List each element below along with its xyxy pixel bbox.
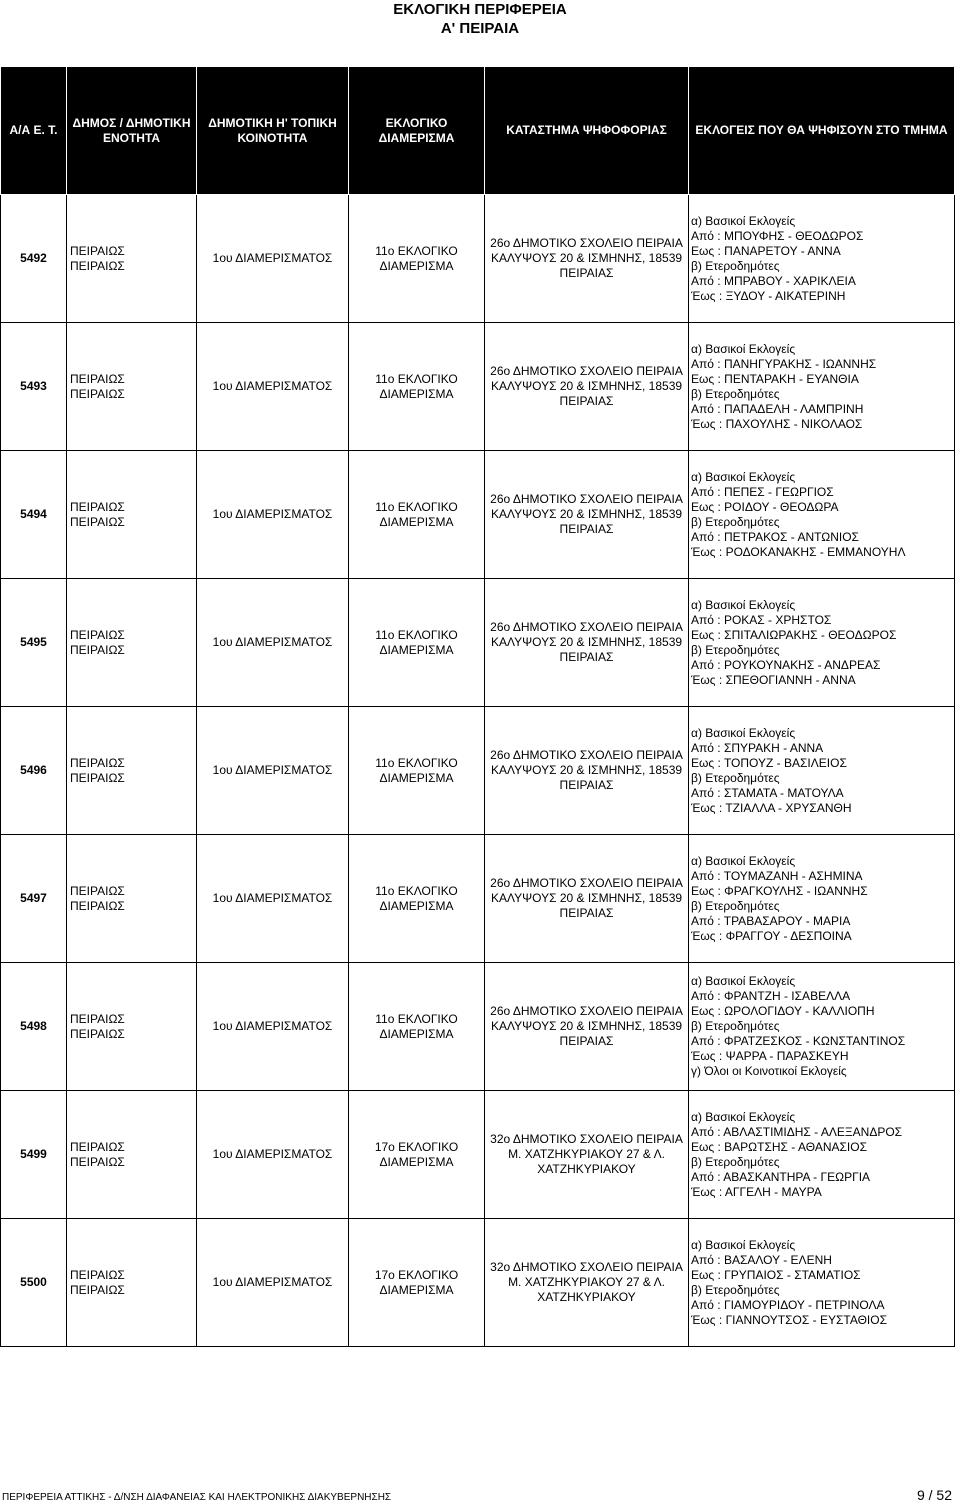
header-station: ΚΑΤΑΣΤΗΜΑ ΨΗΦΟΦΟΡΙΑΣ bbox=[485, 67, 689, 195]
voter-range-line: Από : ΦΡΑΝΤΖΗ - ΙΣΑΒΕΛΛΑ bbox=[691, 989, 851, 1003]
municipal-unit: ΠΕΙΡΑΙΩΣ bbox=[70, 514, 125, 529]
district-line-1: 11ο ΕΚΛΟΓΙΚΟ bbox=[375, 371, 458, 386]
station-address: ΚΑΛΥΨΟΥΣ 20 & ΙΣΜΗΝΗΣ, 18539 bbox=[490, 635, 683, 649]
municipal-unit: ΠΕΙΡΑΙΩΣ bbox=[70, 386, 125, 401]
title-line-1: ΕΚΛΟΓΙΚΗ ΠΕΡΙΦΕΡΕΙΑ bbox=[393, 1, 567, 18]
municipality-cell bbox=[67, 707, 197, 835]
station-city: ΠΕΙΡΑΙΑΣ bbox=[559, 778, 614, 792]
polling-station-cell bbox=[485, 1219, 689, 1347]
voter-range-line: Από : ΤΡΑΒΑΣΑΡΟΥ - ΜΑΡΙΑ bbox=[691, 913, 851, 928]
station-name: 26ο ΔΗΜΟΤΙΚΟ ΣΧΟΛΕΙΟ ΠΕΙΡΑΙΑ bbox=[490, 876, 683, 890]
row-number: 5495 bbox=[1, 579, 67, 707]
table-row bbox=[1, 1091, 955, 1219]
district-cell bbox=[349, 1091, 485, 1219]
voter-range-line: Εως : ΠΕΝΤΑΡΑΚΗ - ΕΥΑΝΘΙΑ bbox=[691, 371, 859, 386]
district-cell bbox=[349, 323, 485, 451]
district-line-2: ΔΙΑΜΕΡΙΣΜΑ bbox=[379, 770, 454, 785]
voter-range-line: Από : ΜΠΡΑΒΟΥ - ΧΑΡΙΚΛΕΙΑ bbox=[691, 273, 856, 288]
table-row bbox=[1, 195, 955, 323]
voter-range-line: Έως : ΦΡΑΓΓΟΥ - ΔΕΣΠΟΙΝΑ bbox=[691, 928, 852, 943]
municipality: ΠΕΙΡΑΙΩΣ bbox=[70, 1011, 125, 1026]
municipal-unit: ΠΕΙΡΑΙΩΣ bbox=[70, 258, 125, 273]
voter-range-line: Από : ΠΕΤΡΑΚΟΣ - ΑΝΤΩΝΙΟΣ bbox=[691, 529, 859, 544]
municipal-unit: ΠΕΙΡΑΙΩΣ bbox=[70, 642, 125, 657]
voters-cell bbox=[689, 451, 955, 579]
municipality: ΠΕΙΡΑΙΩΣ bbox=[70, 371, 125, 386]
municipality-cell bbox=[67, 195, 197, 323]
station-address: ΚΑΛΥΨΟΥΣ 20 & ΙΣΜΗΝΗΣ, 18539 bbox=[490, 507, 683, 521]
local-community-cell bbox=[197, 707, 349, 835]
station-city: ΧΑΤΖΗΚΥΡΙΑΚΟΥ bbox=[537, 1290, 636, 1304]
voter-range-line: Έως : ΤΖΙΑΛΛΑ - ΧΡΥΣΑΝΘΗ bbox=[691, 800, 852, 815]
voters-cell bbox=[689, 835, 955, 963]
station-city: ΠΕΙΡΑΙΑΣ bbox=[559, 1034, 614, 1048]
municipality-cell bbox=[67, 451, 197, 579]
local-community: 1ου ΔΙΑΜΕΡΙΣΜΑΤΟΣ bbox=[212, 1275, 333, 1289]
polling-station-cell bbox=[485, 707, 689, 835]
district-line-2: ΔΙΑΜΕΡΙΣΜΑ bbox=[379, 514, 454, 529]
table-row bbox=[1, 451, 955, 579]
municipal-unit: ΠΕΙΡΑΙΩΣ bbox=[70, 898, 125, 913]
voters-cell bbox=[689, 707, 955, 835]
station-city: ΠΕΙΡΑΙΑΣ bbox=[559, 906, 614, 920]
voter-range-line: Από : ΜΠΟΥΦΗΣ - ΘΕΟΔΩΡΟΣ bbox=[691, 228, 864, 243]
voter-range-line: Εως : ΒΑΡΩΤΣΗΣ - ΑΘΑΝΑΣΙΟΣ bbox=[691, 1139, 868, 1154]
local-community-cell bbox=[197, 195, 349, 323]
local-community: 1ου ΔΙΑΜΕΡΙΣΜΑΤΟΣ bbox=[212, 251, 333, 265]
voter-range-line: Από : ΠΕΠΕΣ - ΓΕΩΡΓΙΟΣ bbox=[691, 484, 834, 499]
district-cell bbox=[349, 579, 485, 707]
voter-range-line: β) Ετεροδημότες bbox=[691, 1019, 780, 1033]
district-line-2: ΔΙΑΜΕΡΙΣΜΑ bbox=[379, 1154, 454, 1169]
station-address: ΚΑΛΥΨΟΥΣ 20 & ΙΣΜΗΝΗΣ, 18539 bbox=[490, 763, 683, 777]
voter-range-line: β) Ετεροδημότες bbox=[691, 1154, 780, 1169]
row-number: 5494 bbox=[1, 451, 67, 579]
voter-range-line: Από : ΦΡΑΤΖΕΣΚΟΣ - ΚΩΝΣΤΑΝΤΙΝΟΣ bbox=[691, 1034, 906, 1048]
station-address: ΚΑΛΥΨΟΥΣ 20 & ΙΣΜΗΝΗΣ, 18539 bbox=[490, 1019, 683, 1033]
municipality: ΠΕΙΡΑΙΩΣ bbox=[70, 755, 125, 770]
voter-range-line: β) Ετεροδημότες bbox=[691, 386, 780, 401]
district-line-1: 11ο ΕΚΛΟΓΙΚΟ bbox=[375, 883, 458, 898]
municipality-cell bbox=[67, 963, 197, 1091]
district-cell bbox=[349, 451, 485, 579]
polling-station-cell bbox=[485, 195, 689, 323]
footer-department: ΠΕΡΙΦΕΡΕΙΑ ΑΤΤΙΚΗΣ - Δ/ΝΣΗ ΔΙΑΦΑΝΕΙΑΣ ΚΑΙ ΗΛΕΚΤΡΟΝΙΚΗΣ ΔΙΑΚΥΒΕΡΝΗΣΗΣ bbox=[2, 1492, 392, 1503]
voter-range-line: β) Ετεροδημότες bbox=[691, 898, 780, 913]
table-row bbox=[1, 579, 955, 707]
polling-stations-table bbox=[0, 66, 955, 1347]
local-community-cell bbox=[197, 1091, 349, 1219]
voter-range-line: Εως : ΡΟΙΔΟΥ - ΘΕΟΔΩΡΑ bbox=[691, 499, 839, 514]
local-community-cell bbox=[197, 835, 349, 963]
district-line-2: ΔΙΑΜΕΡΙΣΜΑ bbox=[379, 898, 454, 913]
voters-cell bbox=[689, 323, 955, 451]
voter-range-line: α) Βασικοί Εκλογείς bbox=[691, 1237, 796, 1252]
voter-range-line: Έως : ΨΑΡΡΑ - ΠΑΡΑΣΚΕΥΗ bbox=[691, 1049, 849, 1063]
voters-cell bbox=[689, 1219, 955, 1347]
municipality-cell bbox=[67, 323, 197, 451]
row-number: 5499 bbox=[1, 1091, 67, 1219]
municipality-cell bbox=[67, 1219, 197, 1347]
local-community-cell bbox=[197, 579, 349, 707]
voter-range-line: Εως : ΩΡΟΛΟΓΙΔΟΥ - ΚΑΛΛΙΟΠΗ bbox=[691, 1004, 875, 1018]
voter-range-line: Από : ΠΑΝΗΓΥΡΑΚΗΣ - ΙΩΑΝΝΗΣ bbox=[691, 356, 877, 371]
local-community: 1ου ΔΙΑΜΕΡΙΣΜΑΤΟΣ bbox=[212, 379, 333, 393]
municipality: ΠΕΙΡΑΙΩΣ bbox=[70, 1267, 125, 1282]
voter-range-line: Από : ΣΤΑΜΑΤΑ - ΜΑΤΟΥΛΑ bbox=[691, 785, 844, 800]
station-address: ΚΑΛΥΨΟΥΣ 20 & ΙΣΜΗΝΗΣ, 18539 bbox=[490, 891, 683, 905]
local-community-cell bbox=[197, 323, 349, 451]
local-community-cell bbox=[197, 963, 349, 1091]
district-cell bbox=[349, 707, 485, 835]
header-num: Α/Α Ε. Τ. bbox=[1, 67, 67, 195]
station-city: ΠΕΙΡΑΙΑΣ bbox=[559, 522, 614, 536]
local-community: 1ου ΔΙΑΜΕΡΙΣΜΑΤΟΣ bbox=[212, 1147, 333, 1161]
voter-range-line: α) Βασικοί Εκλογείς bbox=[691, 1109, 796, 1124]
title-line-2: Α' ΠΕΙΡΑΙΑ bbox=[440, 20, 520, 37]
voter-range-line: Εως : ΠΑΝΑΡΕΤΟΥ - ΑΝΝΑ bbox=[691, 243, 841, 258]
voter-range-line: α) Βασικοί Εκλογείς bbox=[691, 725, 796, 740]
station-name: 32ο ΔΗΜΟΤΙΚΟ ΣΧΟΛΕΙΟ ΠΕΙΡΑΙΑ bbox=[490, 1132, 683, 1146]
voter-range-line: Έως : ΣΠΕΘΟΓΙΑΝΝΗ - ΑΝΝΑ bbox=[691, 672, 856, 687]
voter-range-line: β) Ετεροδημότες bbox=[691, 514, 780, 529]
voter-range-line: Έως : ΠΑΧΟΥΛΗΣ - ΝΙΚΟΛΑΟΣ bbox=[691, 416, 863, 431]
station-address: ΚΑΛΥΨΟΥΣ 20 & ΙΣΜΗΝΗΣ, 18539 bbox=[490, 379, 683, 393]
district-cell bbox=[349, 835, 485, 963]
polling-station-cell bbox=[485, 1091, 689, 1219]
district-line-2: ΔΙΑΜΕΡΙΣΜΑ bbox=[379, 1026, 454, 1041]
station-name: 26ο ΔΗΜΟΤΙΚΟ ΣΧΟΛΕΙΟ ΠΕΙΡΑΙΑ bbox=[490, 748, 683, 762]
district-cell bbox=[349, 963, 485, 1091]
voter-range-line: α) Βασικοί Εκλογείς bbox=[691, 974, 796, 988]
voter-range-line: Εως : ΓΡΥΠΑΙΟΣ - ΣΤΑΜΑΤΙΟΣ bbox=[691, 1267, 861, 1282]
voter-range-line: α) Βασικοί Εκλογείς bbox=[691, 469, 796, 484]
station-name: 26ο ΔΗΜΟΤΙΚΟ ΣΧΟΛΕΙΟ ΠΕΙΡΑΙΑ bbox=[490, 236, 683, 250]
station-address: Μ. ΧΑΤΖΗΚΥΡΙΑΚΟΥ 27 & Λ. bbox=[508, 1275, 665, 1289]
voter-range-line: α) Βασικοί Εκλογείς bbox=[691, 341, 796, 356]
district-line-2: ΔΙΑΜΕΡΙΣΜΑ bbox=[379, 642, 454, 657]
station-address: ΚΑΛΥΨΟΥΣ 20 & ΙΣΜΗΝΗΣ, 18539 bbox=[490, 251, 683, 265]
district-cell bbox=[349, 1219, 485, 1347]
header-municipality-line-2: ΕΝΟΤΗΤΑ bbox=[102, 130, 161, 145]
municipality-cell bbox=[67, 579, 197, 707]
local-community-cell bbox=[197, 1219, 349, 1347]
voter-range-line: Από : ΡΟΚΑΣ - ΧΡΗΣΤΟΣ bbox=[691, 612, 832, 627]
voter-range-line: Από : ΒΑΣΑΛΟΥ - ΕΛΕΝΗ bbox=[691, 1252, 832, 1267]
municipal-unit: ΠΕΙΡΑΙΩΣ bbox=[70, 1154, 125, 1169]
municipality: ΠΕΙΡΑΙΩΣ bbox=[70, 243, 125, 258]
municipality-cell bbox=[67, 835, 197, 963]
local-community: 1ου ΔΙΑΜΕΡΙΣΜΑΤΟΣ bbox=[212, 891, 333, 905]
voters-cell bbox=[689, 1091, 955, 1219]
voter-range-line: α) Βασικοί Εκλογείς bbox=[691, 213, 796, 228]
voter-range-line: Από : ΡΟΥΚΟΥΝΑΚΗΣ - ΑΝΔΡΕΑΣ bbox=[691, 657, 881, 672]
station-name: 26ο ΔΗΜΟΤΙΚΟ ΣΧΟΛΕΙΟ ΠΕΙΡΑΙΑ bbox=[490, 492, 683, 506]
voter-range-line: α) Βασικοί Εκλογείς bbox=[691, 853, 796, 868]
municipality-cell bbox=[67, 1091, 197, 1219]
voter-range-line: α) Βασικοί Εκλογείς bbox=[691, 597, 796, 612]
station-city: ΠΕΙΡΑΙΑΣ bbox=[559, 650, 614, 664]
district-line-1: 17ο ΕΚΛΟΓΙΚΟ bbox=[374, 1139, 459, 1154]
header-local-line-2: ΚΟΙΝΟΤΗΤΑ bbox=[237, 130, 308, 145]
station-address: Μ. ΧΑΤΖΗΚΥΡΙΑΚΟΥ 27 & Λ. bbox=[508, 1147, 665, 1161]
table-row bbox=[1, 963, 955, 1091]
district-cell bbox=[349, 195, 485, 323]
row-number: 5492 bbox=[1, 195, 67, 323]
table-row bbox=[1, 323, 955, 451]
voter-range-line: γ) Όλοι οι Κοινοτικοί Εκλογείς bbox=[691, 1064, 847, 1078]
polling-station-cell bbox=[485, 323, 689, 451]
table-body bbox=[1, 195, 955, 1347]
polling-station-cell bbox=[485, 835, 689, 963]
district-line-1: 17ο ΕΚΛΟΓΙΚΟ bbox=[374, 1267, 459, 1282]
voter-range-line: β) Ετεροδημότες bbox=[691, 1282, 780, 1297]
local-community: 1ου ΔΙΑΜΕΡΙΣΜΑΤΟΣ bbox=[212, 507, 333, 521]
page-number: 9 / 52 bbox=[916, 1487, 952, 1503]
municipal-unit: ΠΕΙΡΑΙΩΣ bbox=[70, 770, 125, 785]
municipality: ΠΕΙΡΑΙΩΣ bbox=[70, 499, 125, 514]
header-local-community bbox=[197, 67, 349, 195]
municipal-unit: ΠΕΙΡΑΙΩΣ bbox=[70, 1282, 125, 1297]
voter-range-line: Από : ΤΟΥΜΑΖΑΝΗ - ΑΣΗΜΙΝΑ bbox=[691, 868, 863, 883]
row-number: 5500 bbox=[1, 1219, 67, 1347]
station-name: 32ο ΔΗΜΟΤΙΚΟ ΣΧΟΛΕΙΟ ΠΕΙΡΑΙΑ bbox=[490, 1260, 683, 1274]
station-name: 26ο ΔΗΜΟΤΙΚΟ ΣΧΟΛΕΙΟ ΠΕΙΡΑΙΑ bbox=[490, 364, 683, 378]
voter-range-line: Έως : ΡΟΔΟΚΑΝΑΚΗΣ - ΕΜΜΑΝΟΥΗΛ bbox=[691, 544, 906, 559]
header-municipality bbox=[67, 67, 197, 195]
station-name: 26ο ΔΗΜΟΤΙΚΟ ΣΧΟΛΕΙΟ ΠΕΙΡΑΙΑ bbox=[490, 1004, 683, 1018]
station-name: 26ο ΔΗΜΟΤΙΚΟ ΣΧΟΛΕΙΟ ΠΕΙΡΑΙΑ bbox=[490, 620, 683, 634]
row-number: 5497 bbox=[1, 835, 67, 963]
voter-range-line: Από : ΑΒΑΣΚΑΝΤΗΡΑ - ΓΕΩΡΓΙΑ bbox=[691, 1169, 871, 1184]
header-local-line-1: ΔΗΜΟΤΙΚΗ Η' ΤΟΠΙΚΗ bbox=[208, 115, 337, 130]
voter-range-line: Εως : ΤΟΠΟΥΖ - ΒΑΣΙΛΕΙΟΣ bbox=[691, 755, 847, 770]
row-number: 5496 bbox=[1, 707, 67, 835]
municipality: ΠΕΙΡΑΙΩΣ bbox=[70, 883, 125, 898]
municipal-unit: ΠΕΙΡΑΙΩΣ bbox=[70, 1026, 125, 1041]
voter-range-line: β) Ετεροδημότες bbox=[691, 642, 780, 657]
voters-cell bbox=[689, 963, 955, 1091]
voter-range-line: Από : ΣΠΥΡΑΚΗ - ΑΝΝΑ bbox=[691, 740, 824, 755]
row-number: 5498 bbox=[1, 963, 67, 1091]
district-line-1: 11ο ΕΚΛΟΓΙΚΟ bbox=[375, 627, 458, 642]
municipality: ΠΕΙΡΑΙΩΣ bbox=[70, 627, 125, 642]
district-line-2: ΔΙΑΜΕΡΙΣΜΑ bbox=[379, 258, 454, 273]
local-community: 1ου ΔΙΑΜΕΡΙΣΜΑΤΟΣ bbox=[212, 635, 333, 649]
row-number: 5493 bbox=[1, 323, 67, 451]
voter-range-line: Από : ΠΑΠΑΔΕΛΗ - ΛΑΜΠΡΙΝΗ bbox=[691, 401, 864, 416]
station-city: ΠΕΙΡΑΙΑΣ bbox=[559, 394, 614, 408]
voter-range-line: Έως : ΑΓΓΕΛΗ - ΜΑΥΡΑ bbox=[691, 1184, 822, 1199]
header-district: ΕΚΛΟΓΙΚΟ ΔΙΑΜΕΡΙΣΜΑ bbox=[349, 67, 485, 195]
table-row bbox=[1, 1219, 955, 1347]
local-community: 1ου ΔΙΑΜΕΡΙΣΜΑΤΟΣ bbox=[212, 1019, 333, 1033]
header-voters: ΕΚΛΟΓΕΙΣ ΠΟΥ ΘΑ ΨΗΦΙΣΟΥΝ ΣΤΟ ΤΜΗΜΑ bbox=[689, 67, 955, 195]
voter-range-line: β) Ετεροδημότες bbox=[691, 258, 780, 273]
local-community-cell bbox=[197, 451, 349, 579]
district-line-1: 11ο ΕΚΛΟΓΙΚΟ bbox=[375, 1011, 458, 1026]
polling-station-cell bbox=[485, 579, 689, 707]
voter-range-line: Εως : ΣΠΙΤΑΛΙΩΡΑΚΗΣ - ΘΕΟΔΩΡΟΣ bbox=[691, 627, 897, 642]
voter-range-line: Από : ΑΒΛΑΣΤΙΜΙΔΗΣ - ΑΛΕΞΑΝΔΡΟΣ bbox=[691, 1124, 903, 1139]
polling-station-cell bbox=[485, 451, 689, 579]
voter-range-line: Εως : ΦΡΑΓΚΟΥΛΗΣ - ΙΩΑΝΝΗΣ bbox=[691, 883, 868, 898]
district-line-1: 11ο ΕΚΛΟΓΙΚΟ bbox=[375, 499, 458, 514]
page-title bbox=[0, 0, 960, 38]
local-community: 1ου ΔΙΑΜΕΡΙΣΜΑΤΟΣ bbox=[212, 763, 333, 777]
station-city: ΧΑΤΖΗΚΥΡΙΑΚΟΥ bbox=[537, 1162, 636, 1176]
table-header bbox=[1, 67, 955, 195]
voter-range-line: Έως : ΞΥΔΟΥ - ΑΙΚΑΤΕΡΙΝΗ bbox=[691, 288, 846, 303]
table-row bbox=[1, 707, 955, 835]
voter-range-line: Έως : ΓΙΑΝΝΟΥΤΣΟΣ - ΕΥΣΤΑΘΙΟΣ bbox=[691, 1312, 887, 1327]
voters-cell bbox=[689, 579, 955, 707]
district-line-2: ΔΙΑΜΕΡΙΣΜΑ bbox=[379, 1282, 454, 1297]
polling-station-cell bbox=[485, 963, 689, 1091]
header-municipality-line-1: ΔΗΜΟΣ / ΔΗΜΟΤΙΚΗ bbox=[72, 115, 191, 130]
station-city: ΠΕΙΡΑΙΑΣ bbox=[559, 266, 614, 280]
voter-range-line: Από : ΓΙΑΜΟΥΡΙΔΟΥ - ΠΕΤΡΙΝΟΛΑ bbox=[691, 1297, 885, 1312]
district-line-2: ΔΙΑΜΕΡΙΣΜΑ bbox=[379, 386, 454, 401]
municipality: ΠΕΙΡΑΙΩΣ bbox=[70, 1139, 125, 1154]
district-line-1: 11ο ΕΚΛΟΓΙΚΟ bbox=[375, 243, 458, 258]
voter-range-line: β) Ετεροδημότες bbox=[691, 770, 780, 785]
table-row bbox=[1, 835, 955, 963]
district-line-1: 11ο ΕΚΛΟΓΙΚΟ bbox=[375, 755, 458, 770]
voters-cell bbox=[689, 195, 955, 323]
